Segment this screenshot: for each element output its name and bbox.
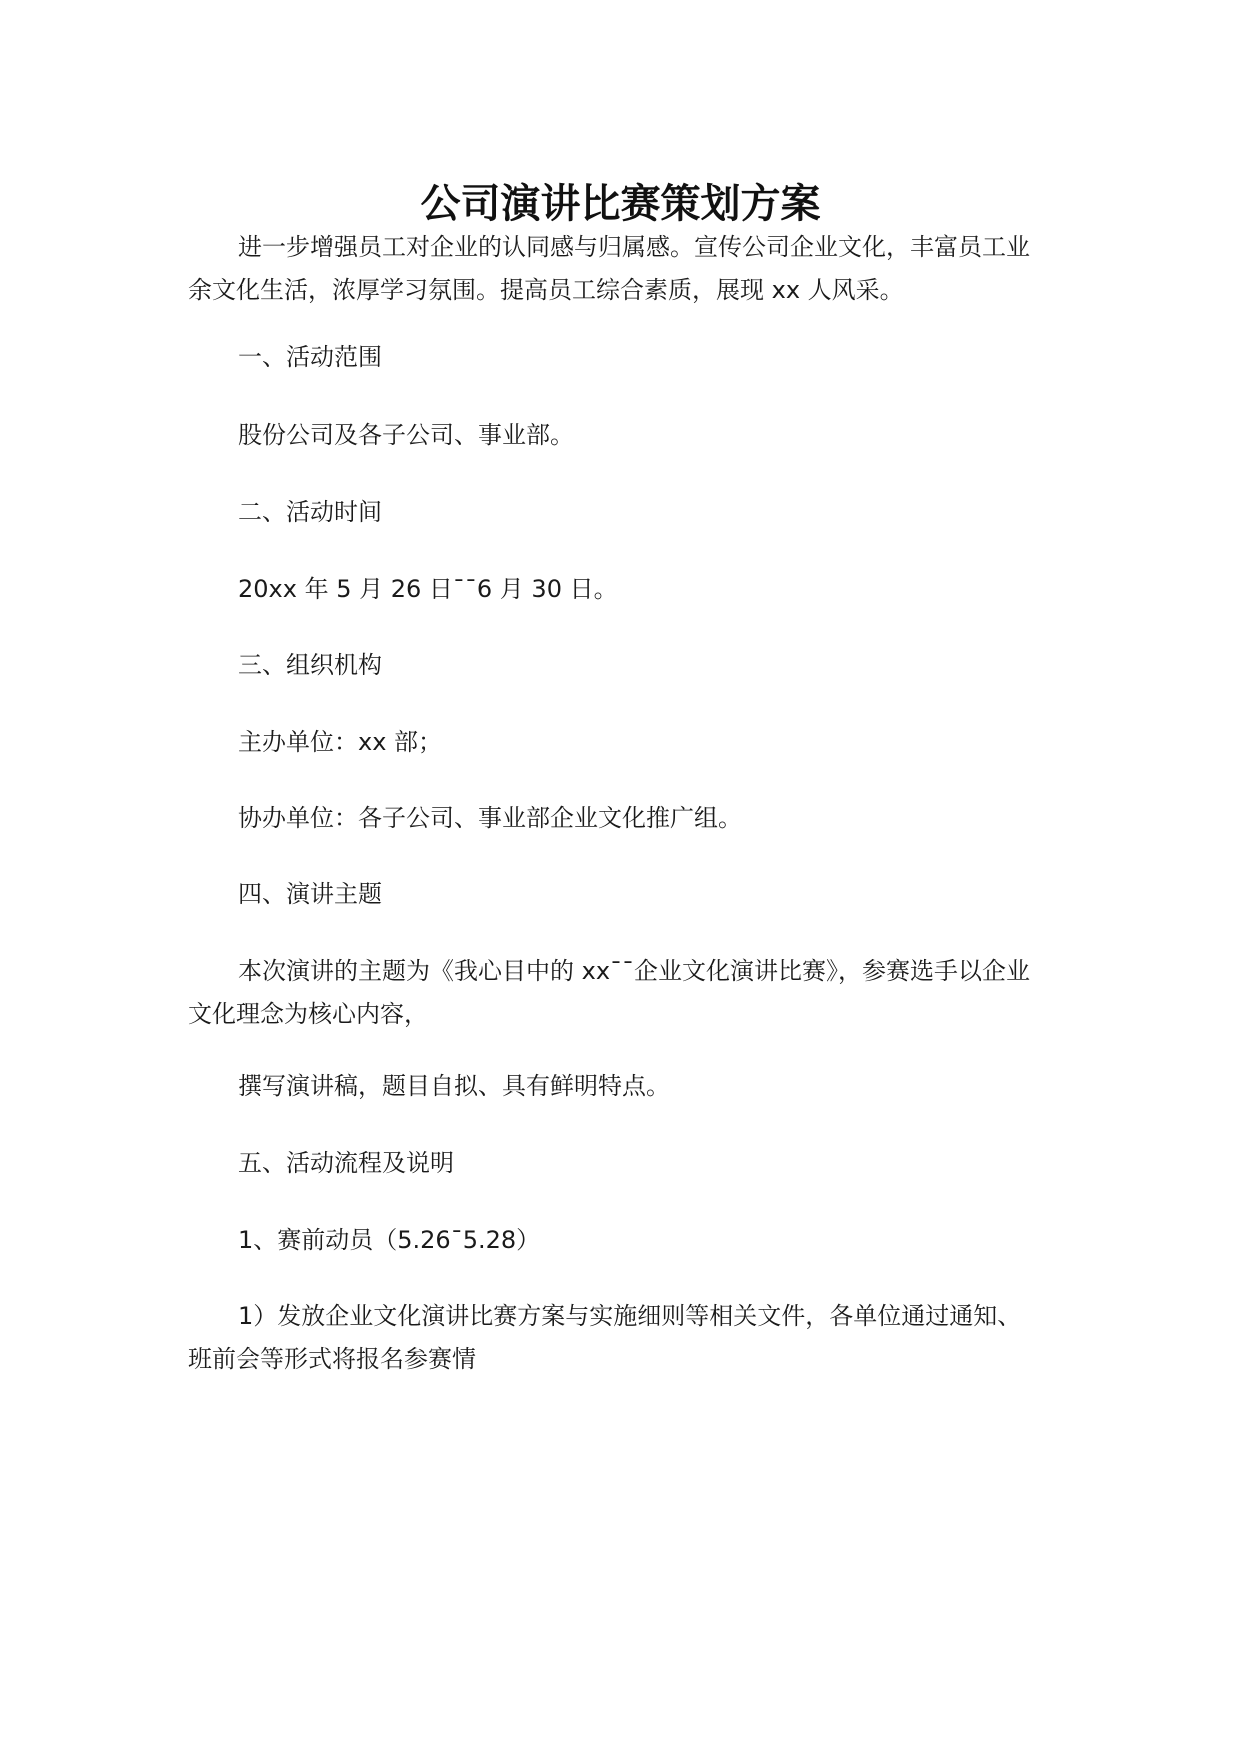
co-host-paragraph [188, 797, 1058, 840]
paragraph-line: 进一步增强员工对企业的认同感与归属感。宣传公司企业文化，丰富员工业 [238, 233, 1030, 261]
paragraph-line: 余文化生活，浓厚学习氛围。提高员工综合素质，展现 xx 人风采。 [188, 276, 904, 304]
paragraph-line: 股份公司及各子公司、事业部。 [238, 421, 574, 449]
section-heading-process [188, 1142, 1058, 1185]
paragraph-line: 文化理念为核心内容， [188, 1000, 428, 1028]
document-title: 公司演讲比赛策划方案 [420, 181, 821, 227]
section-heading-theme [188, 873, 1058, 916]
section-heading-organization [188, 644, 1058, 687]
host-paragraph [188, 721, 1058, 764]
theme-paragraph [188, 950, 1058, 1036]
paragraph-line: 1、赛前动员（5.26¯5.28） [238, 1226, 541, 1254]
speech-paragraph [188, 1065, 1058, 1108]
paragraph-line: 协办单位：各子公司、事业部企业文化推广组。 [238, 804, 742, 832]
subheading-mobilization [188, 1219, 1058, 1262]
paragraph-line: 四、演讲主题 [238, 880, 382, 908]
paragraph-line: 二、活动时间 [238, 498, 382, 526]
paragraph-line: 一、活动范围 [238, 343, 382, 371]
paragraph-line: 三、组织机构 [238, 651, 382, 679]
paragraph-line: 主办单位：xx 部； [238, 728, 443, 756]
paragraph-line: 班前会等形式将报名参赛情 [188, 1345, 476, 1373]
paragraph-line: 20xx 年 5 月 26 日¯¯6 月 30 日。 [238, 575, 618, 603]
mobilization-paragraph [188, 1295, 1058, 1381]
section-heading-time [188, 491, 1058, 534]
time-paragraph [188, 568, 1058, 611]
paragraph-line: 1）发放企业文化演讲比赛方案与实施细则等相关文件，各单位通过通知、 [238, 1302, 1022, 1330]
intro-paragraph [188, 226, 1058, 312]
paragraph-line: 五、活动流程及说明 [238, 1149, 454, 1177]
paragraph-line: 本次演讲的主题为《我心目中的 xx¯¯企业文化演讲比赛》，参赛选手以企业 [238, 957, 1031, 985]
paragraph-line: 撰写演讲稿，题目自拟、具有鲜明特点。 [238, 1072, 670, 1100]
section-heading-scope [188, 336, 1058, 379]
scope-paragraph [188, 414, 1058, 457]
